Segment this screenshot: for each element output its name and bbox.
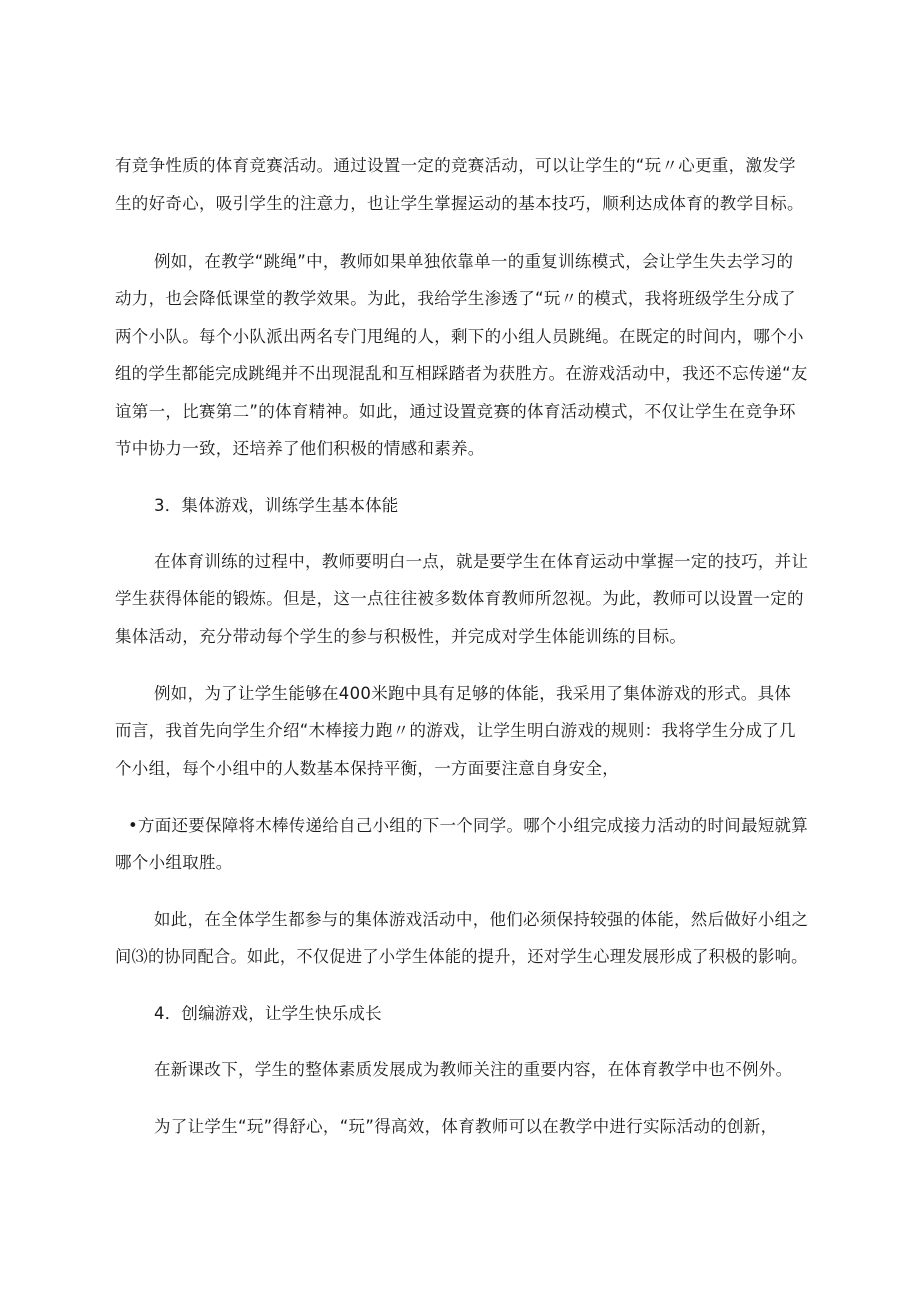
paragraph-8-line-1: 为了让学生“玩”得舒心，“玩”得高效，体育教师可以在教学中进行实际活动的创新， bbox=[154, 1117, 778, 1136]
paragraph-2-line-1: 例如，在教学“跳绳”中，教师如果单独依靠单一的重复训练模式，会让学生失去学习的 bbox=[154, 252, 794, 271]
paragraph-2-line-4: 组的学生都能完成跳绳并不出现混乱和互相踩踏者为获胜方。在游戏活动中，我还不忘传递“友 bbox=[115, 364, 808, 383]
paragraph-5-line-2: 哪个小组取胜。 bbox=[115, 853, 233, 872]
paragraph-3-line-2: 学生获得体能的锻炼。但是，这一点往往被多数体育教师所忽视。为此，教师可以设置一定的 bbox=[115, 589, 804, 608]
section-heading-4: 4．创编游戏，让学生快乐成长 bbox=[154, 1004, 382, 1023]
paragraph-7-line-1: 在新课改下，学生的整体素质发展成为教师关注的重要内容，在体育教学中也不例外。 bbox=[154, 1060, 793, 1079]
paragraph-4-line-1: 例如，为了让学生能够在400米跑中具有足够的体能，我采用了集体游戏的形式。具体 bbox=[154, 684, 792, 703]
paragraph-4-line-2: 而言，我首先向学生介绍“木棒接力跑〃的游戏，让学生明白游戏的规则：我将学生分成了几 bbox=[115, 721, 796, 740]
paragraph-5-line-1: •方面还要保障将木棒传递给自己小组的下一个同学。哪个小组完成接力活动的时间最短就算 bbox=[128, 816, 809, 835]
paragraph-6-line-1: 如此，在全体学生都参与的集体游戏活动中，他们必须保持较强的体能，然后做好小组之 bbox=[154, 910, 809, 929]
paragraph-6-line-2: 间⑶的协同配合。如此，不仅促进了小学生体能的提升，还对学生心理发展形成了积极的影响。 bbox=[115, 947, 808, 966]
paragraph-1-line-1: 有竞争性质的体育竞赛活动。通过设置一定的竞赛活动，可以让学生的“玩〃心更重，激发学 bbox=[115, 156, 796, 175]
paragraph-2-line-3: 两个小队。每个小队派出两名专门甩绳的人，剩下的小组人员跳绳。在既定的时间内，哪个小 bbox=[115, 327, 804, 346]
paragraph-3-line-3: 集体活动，充分带动每个学生的参与积极性，并完成对学生体能训练的目标。 bbox=[115, 627, 687, 646]
paragraph-2-line-5: 谊第一，比赛第二”的体育精神。如此，通过设置竞赛的体育活动模式，不仅让学生在竞争环 bbox=[115, 402, 796, 421]
paragraph-1-line-2: 生的好奇心，吸引学生的注意力，也让学生掌握运动的基本技巧，顺利达成体育的教学目标。 bbox=[115, 194, 804, 213]
paragraph-4-line-3: 个小组，每个小组中的人数基本保持平衡，一方面要注意自身安全， bbox=[115, 759, 619, 778]
paragraph-2-line-6: 节中协力一致，还培养了他们积极的情感和素养。 bbox=[115, 439, 485, 458]
section-heading-3: 3．集体游戏，训练学生基本体能 bbox=[154, 496, 399, 515]
paragraph-3-line-1: 在体育训练的过程中，教师要明白一点，就是要学生在体育运动中掌握一定的技巧，并让 bbox=[154, 552, 809, 571]
paragraph-2-line-2: 动力，也会降低课堂的教学效果。为此，我给学生渗透了“玩〃的模式，我将班级学生分成了 bbox=[115, 289, 796, 308]
